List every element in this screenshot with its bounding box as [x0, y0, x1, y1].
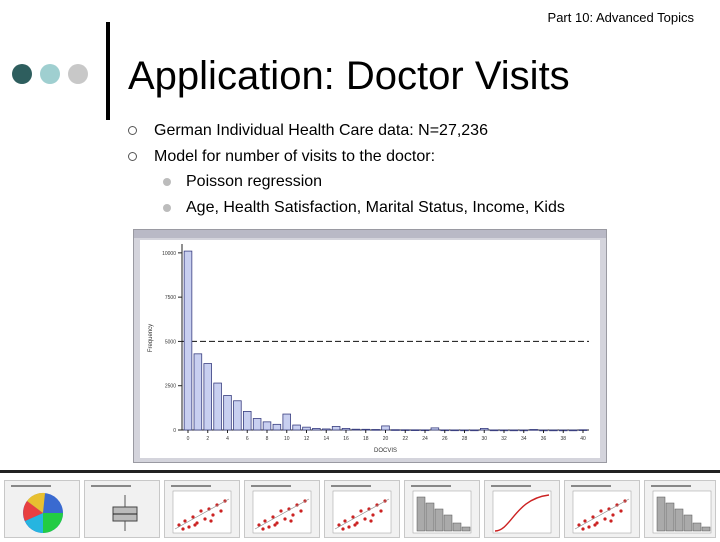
- x-tick-label: 38: [560, 436, 567, 442]
- thumbnail-mark: [273, 523, 276, 526]
- thumbnail-mark: [693, 523, 701, 531]
- x-tick-label: 16: [343, 436, 349, 442]
- thumbnail-graphic: [5, 481, 79, 537]
- thumbnail-mark: [11, 485, 51, 487]
- y-axis-label: Frequency: [148, 323, 154, 353]
- x-tick-label: 32: [501, 436, 507, 442]
- thumbnail-mark: [291, 513, 294, 516]
- x-tick-label: 20: [382, 436, 389, 442]
- thumbnail-mark: [261, 527, 264, 530]
- decorative-dots: [12, 64, 88, 84]
- bar: [293, 425, 301, 430]
- thumbnail-mark: [411, 485, 451, 487]
- thumbnail-mark: [675, 509, 683, 531]
- bar: [352, 429, 360, 430]
- y-tick-label: 2500: [164, 383, 176, 390]
- thumbnail-mark: [341, 527, 344, 530]
- thumbnail-mark: [251, 485, 291, 487]
- bullet-list: [128, 118, 565, 220]
- thumbnail-mark: [331, 485, 371, 487]
- sub-bullet-item: Poisson regression: [128, 169, 565, 195]
- bar: [263, 422, 271, 430]
- thumbnail-graphic: [485, 481, 559, 537]
- bar: [234, 401, 242, 430]
- thumbnail-graphic: [245, 481, 319, 537]
- thumbnail-mark: [187, 525, 190, 528]
- bar: [471, 430, 479, 431]
- y-tick-label: 10000: [162, 250, 176, 257]
- scatter-plot-thumbnail-icon: [564, 480, 640, 538]
- thumbnail-mark: [702, 527, 710, 531]
- bar: [411, 430, 419, 431]
- thumbnail-mark: [203, 517, 206, 520]
- thumbnail-mark: [211, 513, 214, 516]
- dot-dark-icon: [12, 64, 32, 84]
- bar: [451, 430, 459, 431]
- bar: [313, 428, 321, 430]
- thumbnail-mark: [609, 519, 612, 522]
- thumbnail-mark: [491, 485, 531, 487]
- bar: [530, 429, 538, 430]
- x-tick-label: 14: [323, 436, 330, 442]
- thumbnail-mark: [283, 517, 286, 520]
- bar: [253, 418, 261, 430]
- x-tick-label: 12: [303, 436, 310, 442]
- chart-top-stripe: [134, 230, 606, 238]
- thumbnail-mark: [571, 485, 611, 487]
- thumbnail-mark: [183, 519, 186, 522]
- thumbnail-mark: [209, 519, 212, 522]
- bar: [243, 411, 251, 430]
- histogram-chart: [134, 230, 606, 462]
- thumbnail-mark: [299, 509, 302, 512]
- histogram-thumbnail-icon: [404, 480, 480, 538]
- bullet-item: German Individual Health Care data: N=27,236: [128, 118, 565, 144]
- bar: [273, 424, 281, 430]
- thumbnail-mark: [583, 519, 586, 522]
- scatter-plot-thumbnail-icon: [324, 480, 400, 538]
- thumbnail-mark: [193, 523, 196, 526]
- x-tick-label: 26: [441, 436, 448, 442]
- x-tick-label: 4: [226, 436, 229, 442]
- x-tick-label: 22: [402, 436, 409, 442]
- bar: [490, 430, 498, 431]
- bar: [184, 251, 192, 430]
- thumbnail-mark: [493, 491, 551, 533]
- thumbnail-mark: [603, 517, 606, 520]
- thumbnail-mark: [91, 485, 131, 487]
- thumbnail-strip: [0, 476, 720, 540]
- x-tick-label: 6: [245, 436, 249, 442]
- thumbnail-mark: [359, 509, 362, 512]
- thumbnail-mark: [371, 513, 374, 516]
- thumbnail-mark: [219, 509, 222, 512]
- thumbnail-mark: [426, 503, 434, 531]
- x-tick-label: 30: [481, 436, 488, 442]
- bar: [569, 430, 577, 431]
- bar: [372, 429, 380, 430]
- bar: [392, 430, 400, 431]
- thumbnail-mark: [181, 527, 184, 530]
- thumbnail-mark: [363, 517, 366, 520]
- x-axis-label: DOCVIS: [373, 448, 398, 454]
- thumbnail-mark: [462, 527, 470, 531]
- thumbnail-mark: [199, 509, 202, 512]
- thumbnail-mark: [444, 515, 452, 531]
- x-tick-label: 36: [540, 436, 547, 442]
- bar: [303, 427, 311, 430]
- bar: [431, 428, 439, 430]
- y-tick-label: 0: [173, 428, 176, 434]
- y-tick-label: 7500: [164, 295, 176, 302]
- bar: [204, 364, 212, 430]
- x-tick-label: 28: [461, 436, 468, 442]
- bar: [194, 354, 202, 430]
- thumbnail-mark: [343, 519, 346, 522]
- dot-light-teal-icon: [40, 64, 60, 84]
- thumbnail-mark: [666, 503, 674, 531]
- thumbnail-mark: [435, 509, 443, 531]
- slide-title: Application: Doctor Visits: [128, 54, 570, 98]
- thumbnail-mark: [353, 523, 356, 526]
- x-tick-label: 10: [283, 436, 290, 442]
- cdf-curve-thumbnail-icon: [484, 480, 560, 538]
- thumbnail-mark: [43, 513, 63, 533]
- thumbnail-graphic: [565, 481, 639, 537]
- bar: [550, 430, 558, 431]
- x-tick-label: 40: [580, 436, 586, 442]
- thumbnail-mark: [611, 513, 614, 516]
- bar: [342, 428, 350, 430]
- bar: [382, 426, 390, 430]
- bar: [332, 426, 340, 430]
- title-divider: [106, 22, 110, 120]
- thumbnail-mark: [684, 515, 692, 531]
- bar: [214, 383, 222, 430]
- thumbnail-mark: [581, 527, 584, 530]
- thumbnail-graphic: [325, 481, 399, 537]
- scatter-plot-thumbnail-icon: [244, 480, 320, 538]
- x-tick-label: 0: [186, 436, 190, 442]
- bullet-item: Model for number of visits to the doctor:: [128, 144, 565, 170]
- thumbnail-mark: [417, 497, 425, 531]
- slide-header-note: Part 10: Advanced Topics: [547, 10, 694, 25]
- thumbnail-mark: [347, 525, 350, 528]
- thumbnail-mark: [289, 519, 292, 522]
- x-tick-label: 34: [520, 436, 527, 442]
- thumbnail-mark: [587, 525, 590, 528]
- x-tick-label: 8: [265, 436, 269, 442]
- footer-divider: [0, 470, 720, 473]
- thumbnail-graphic: [405, 481, 479, 537]
- bar: [224, 395, 232, 430]
- thumbnail-mark: [267, 525, 270, 528]
- thumbnail-mark: [171, 485, 211, 487]
- y-tick-label: 5000: [164, 339, 176, 346]
- thumbnail-mark: [263, 519, 266, 522]
- bar: [283, 414, 291, 430]
- thumbnail-mark: [657, 497, 665, 531]
- bar: [480, 428, 488, 430]
- thumbnail-mark: [379, 509, 382, 512]
- scatter-plot-thumbnail-icon: [164, 480, 240, 538]
- thumbnail-mark: [279, 509, 282, 512]
- thumbnail-mark: [619, 509, 622, 512]
- thumbnail-mark: [453, 523, 461, 531]
- thumbnail-mark: [651, 485, 691, 487]
- box-plot-thumbnail-icon: [84, 480, 160, 538]
- histogram-thumbnail-icon: [644, 480, 716, 538]
- thumbnail-mark: [369, 519, 372, 522]
- thumbnail-mark: [599, 509, 602, 512]
- histogram-chart-frame: [133, 229, 607, 463]
- bar: [362, 429, 370, 430]
- bar: [322, 429, 330, 430]
- bar: [510, 430, 518, 431]
- thumbnail-graphic: [85, 481, 159, 537]
- x-tick-label: 2: [206, 436, 210, 442]
- x-tick-label: 24: [422, 436, 428, 442]
- thumbnail-mark: [593, 523, 596, 526]
- sub-bullet-item: Age, Health Satisfaction, Marital Status, Income, Kids: [128, 195, 565, 221]
- thumbnail-graphic: [645, 481, 719, 537]
- x-tick-label: 18: [362, 436, 369, 442]
- dot-gray-icon: [68, 64, 88, 84]
- pie-chart-thumbnail-icon: [4, 480, 80, 538]
- thumbnail-graphic: [165, 481, 239, 537]
